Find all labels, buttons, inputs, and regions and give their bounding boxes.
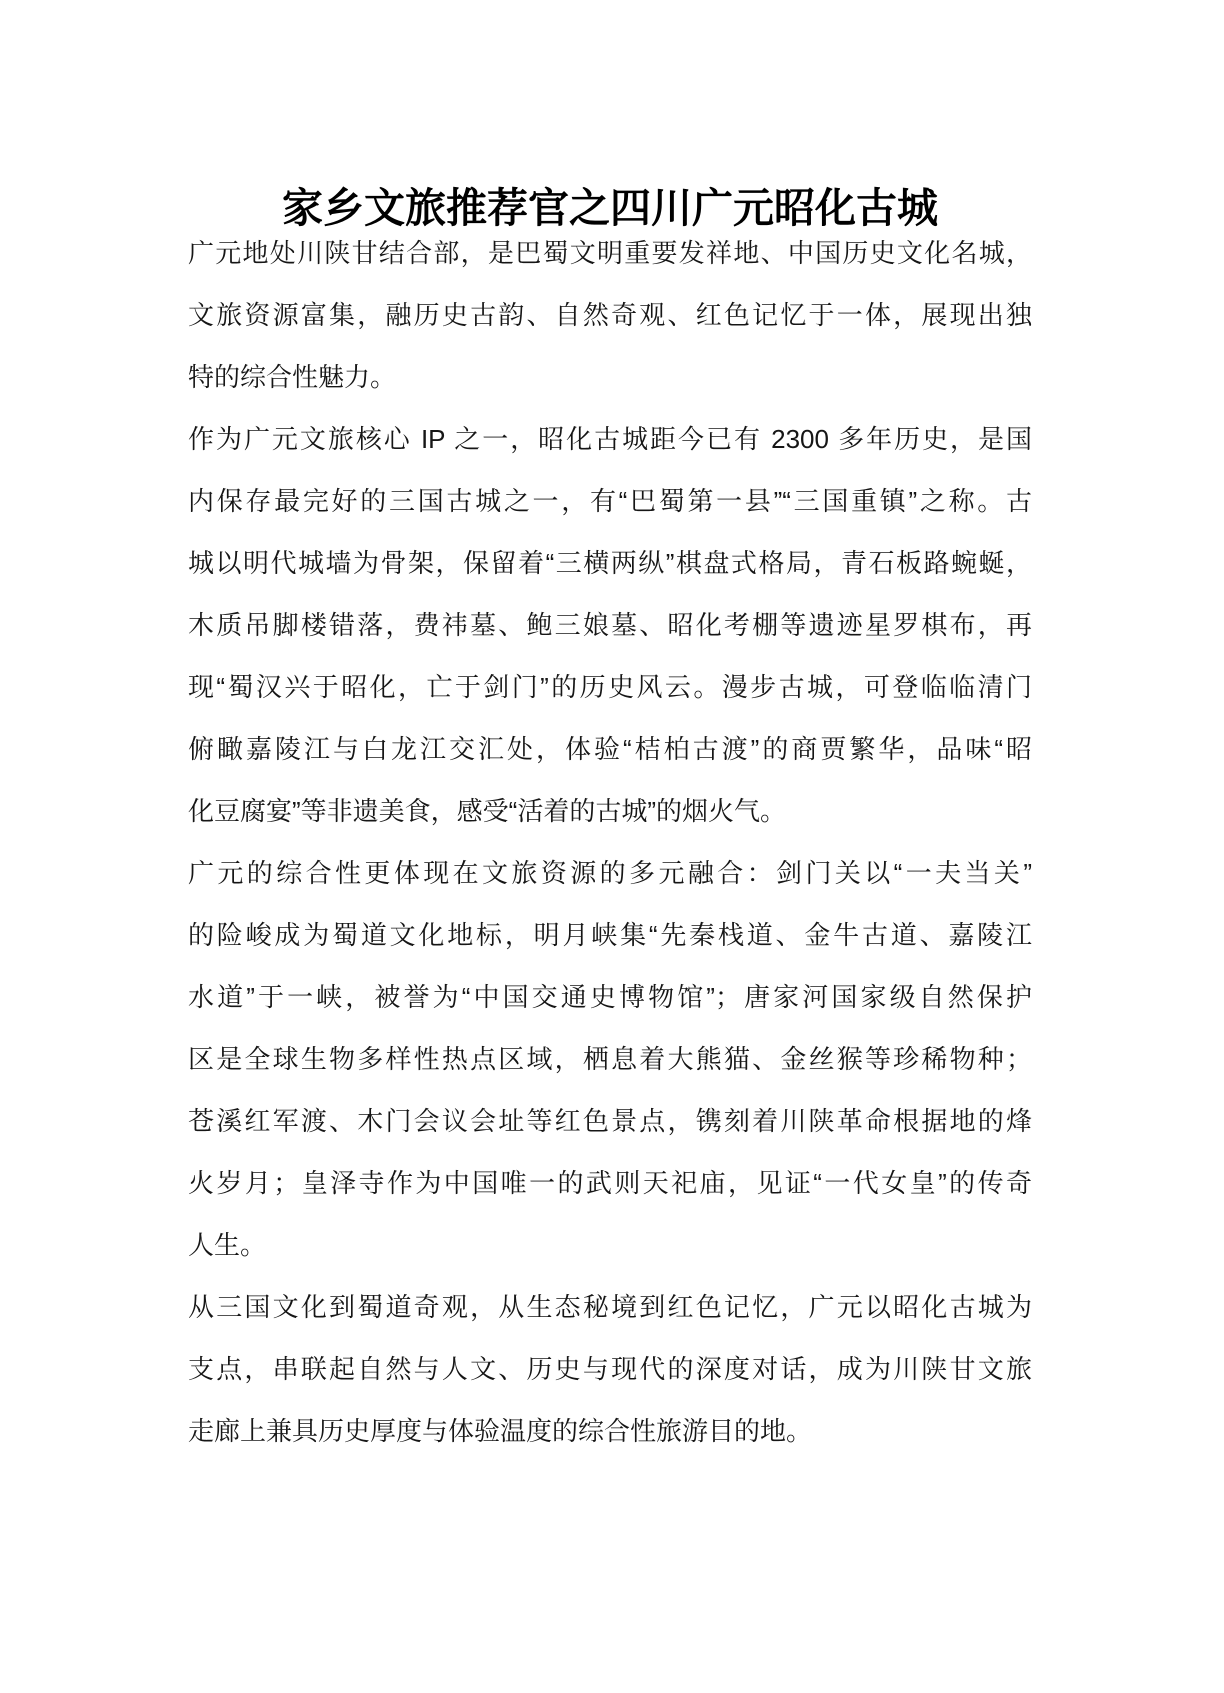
document-title: 家乡文旅推荐官之四川广元昭化古城 xyxy=(282,185,938,232)
paragraph-line: 从三国文化到蜀道奇观，从生态秘境到红色记忆，广元以昭化古城为 xyxy=(188,1292,1032,1322)
paragraph-line: 走廊上兼具历史厚度与体验温度的综合性旅游目的地。 xyxy=(188,1416,813,1446)
paragraph-intro xyxy=(188,222,1032,408)
paragraph-line: 区是全球生物多样性热点区域，栖息着大熊猫、金丝猴等珍稀物种； xyxy=(188,1044,1032,1074)
paragraph-line: 人生。 xyxy=(188,1230,267,1260)
paragraph-line: 支点，串联起自然与人文、历史与现代的深度对话，成为川陕甘文旅 xyxy=(188,1354,1032,1384)
paragraph-line: 的险峻成为蜀道文化地标，明月峡集“先秦栈道、金牛古道、嘉陵江 xyxy=(188,920,1032,950)
paragraph-line: 特的综合性魅力。 xyxy=(188,362,397,392)
paragraph-line: 城以明代城墙为骨架，保留着“三横两纵”棋盘式格局，青石板路蜿蜒， xyxy=(188,548,1032,578)
paragraph-line: 文旅资源富集，融历史古韵、自然奇观、红色记忆于一体，展现出独 xyxy=(188,300,1032,330)
paragraph-diverse-resources xyxy=(188,842,1032,1276)
paragraph-line: 俯瞰嘉陵江与白龙江交汇处，体验“桔柏古渡”的商贾繁华，品味“昭 xyxy=(188,734,1032,764)
paragraph-line: 木质吊脚楼错落，费祎墓、鲍三娘墓、昭化考棚等遗迹星罗棋布，再 xyxy=(188,610,1032,640)
paragraph-line: 苍溪红军渡、木门会议会址等红色景点，镌刻着川陕革命根据地的烽 xyxy=(188,1106,1032,1136)
paragraph-conclusion xyxy=(188,1276,1032,1462)
paragraph-line: 作为广元文旅核心 IP 之一，昭化古城距今已有 2300 多年历史，是国 xyxy=(188,424,1032,454)
document-body xyxy=(188,222,1032,1462)
paragraph-line: 化豆腐宴”等非遗美食，感受“活着的古城”的烟火气。 xyxy=(188,796,786,826)
paragraph-line: 现“蜀汉兴于昭化，亡于剑门”的历史风云。漫步古城，可登临临清门 xyxy=(188,672,1032,702)
paragraph-line: 火岁月；皇泽寺作为中国唯一的武则天祀庙，见证“一代女皇”的传奇 xyxy=(188,1168,1032,1198)
paragraph-zhaohua-city xyxy=(188,408,1032,842)
paragraph-line: 广元的综合性更体现在文旅资源的多元融合：剑门关以“一夫当关” xyxy=(188,858,1032,888)
paragraph-line: 水道”于一峡，被誉为“中国交通史博物馆”；唐家河国家级自然保护 xyxy=(188,982,1032,1012)
paragraph-line: 广元地处川陕甘结合部，是巴蜀文明重要发祥地、中国历史文化名城， xyxy=(188,238,1032,268)
paragraph-line: 内保存最完好的三国古城之一，有“巴蜀第一县”“三国重镇”之称。古 xyxy=(188,486,1032,516)
